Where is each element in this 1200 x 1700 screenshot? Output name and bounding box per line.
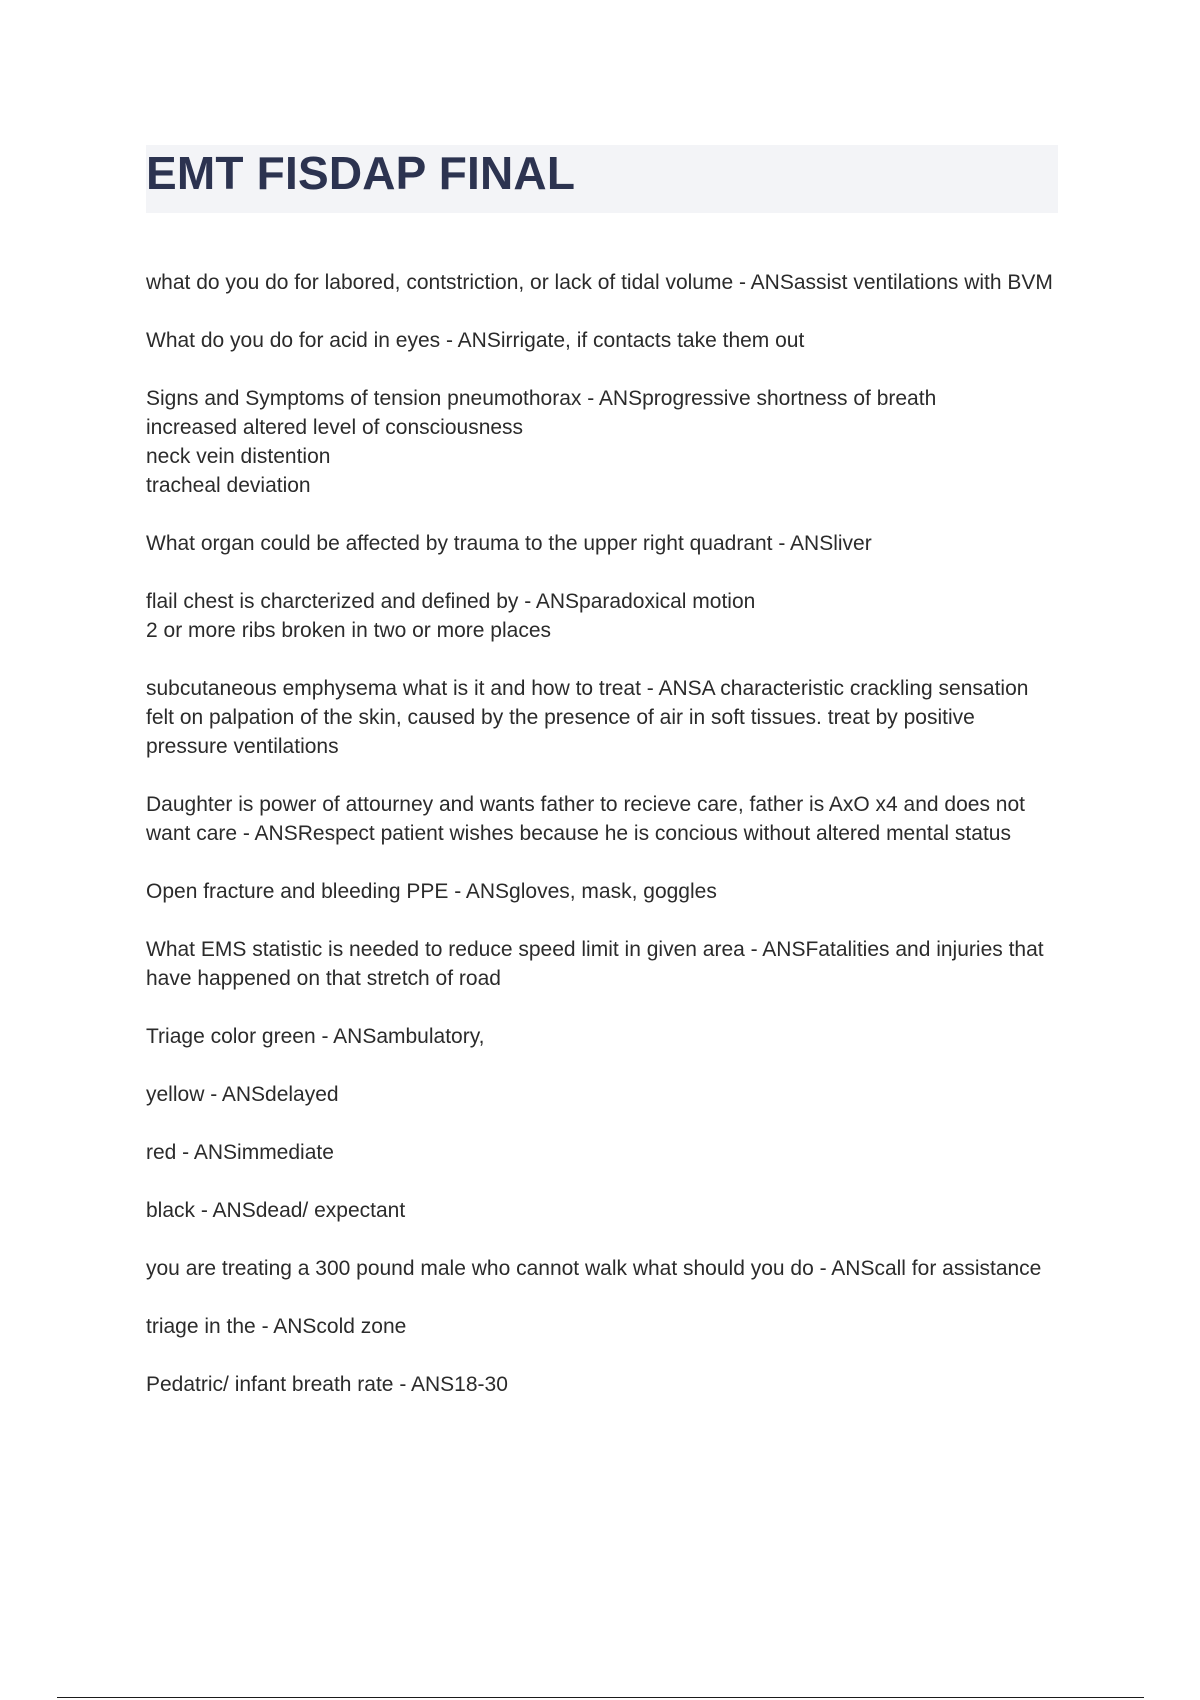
qa-text: Pedatric/ infant breath rate - ANS18-30 [146,1373,508,1396]
qa-text: What organ could be affected by trauma to the upper right quadrant - ANSliver [146,532,872,555]
footer-divider [57,1697,1144,1698]
qa-text: 2 or more ribs broken in two or more places [146,619,551,642]
qa-text: Open fracture and bleeding PPE - ANSgloves, mask, goggles [146,880,717,903]
qa-item [146,587,1058,645]
qa-item [146,877,1058,906]
qa-text: tracheal deviation [146,474,311,497]
qa-text: Triage color green - ANSambulatory, [146,1025,485,1048]
qa-text: what do you do for labored, contstriction, or lack of tidal volume - ANSassist ventilations with BVM [146,271,1053,294]
qa-item [146,1312,1058,1341]
qa-item [146,935,1058,993]
qa-item [146,529,1058,558]
qa-item [146,1138,1058,1167]
qa-item [146,1022,1058,1051]
qa-text: What EMS statistic is needed to reduce speed limit in given area - ANSFatalities and injuries that have happened on that stretch of road [146,938,1044,990]
qa-text: neck vein distention [146,445,331,468]
qa-item [146,1370,1058,1399]
qa-text: triage in the - ANScold zone [146,1315,407,1338]
qa-item [146,326,1058,355]
qa-list [146,268,1058,1428]
qa-text: increased altered level of consciousness [146,416,524,439]
qa-text: Daughter is power of attourney and wants father to recieve care, father is AxO x4 and does not want care - ANSRespect patient wishes because he is concious without altered mental status [146,793,1025,845]
qa-text: flail chest is charcterized and defined by - ANSparadoxical motion [146,590,756,613]
qa-item [146,268,1058,297]
page-title: EMT FISDAP FINAL [146,147,576,199]
qa-item [146,1254,1058,1283]
qa-item [146,1080,1058,1109]
qa-item [146,1196,1058,1225]
qa-item [146,384,1058,500]
qa-text: you are treating a 300 pound male who cannot walk what should you do - ANScall for assistance [146,1257,1042,1280]
qa-text: Signs and Symptoms of tension pneumothorax - ANSprogressive shortness of breath [146,387,937,410]
qa-text: subcutaneous emphysema what is it and how to treat - ANSA characteristic crackling sensation felt on palpation of the skin, caused by the presence of air in soft tissues. treat by positive pressure ventilations [146,677,1029,758]
qa-text: yellow - ANSdelayed [146,1083,339,1106]
qa-item [146,674,1058,761]
qa-text: black - ANSdead/ expectant [146,1199,406,1222]
qa-text: red - ANSimmediate [146,1141,334,1164]
qa-text: What do you do for acid in eyes - ANSirrigate, if contacts take them out [146,329,805,352]
qa-item [146,790,1058,848]
